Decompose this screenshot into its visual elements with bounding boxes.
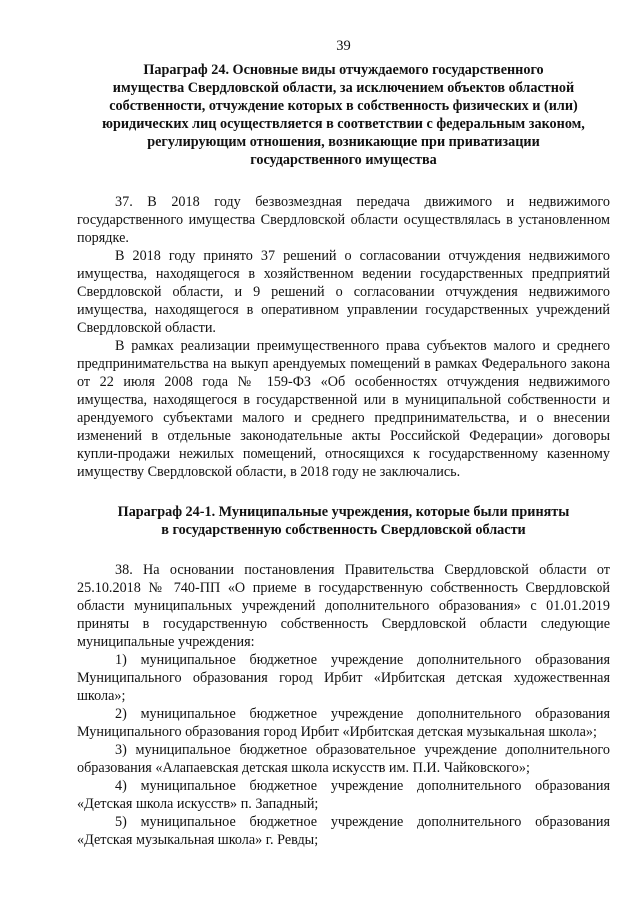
list-item-3: 3) муниципальное бюджетное образовательное учреждение дополнительного образования «Алапаевская детская школа искусств им. П.И. Чайковского»; <box>77 742 610 776</box>
list-item-4: 4) муниципальное бюджетное учреждение дополнительного образования «Детская школа искусств» п. Западный; <box>77 778 610 812</box>
document-page <box>77 37 610 849</box>
paragraph-decisions-2018: В 2018 году принято 37 решений о согласовании отчуждения недвижимого имущества, находящегося в хозяйственном ведении государственных предприятий Свердловской области, и 9 решений о согласовании отчуждения недвижимого имущества, находящегося в оперативном управлении государственных учреждений Свердловской области. <box>77 248 610 336</box>
list-item-5: 5) муниципальное бюджетное учреждение дополнительного образования «Детская музыкальная школа» г. Ревды; <box>77 814 610 848</box>
list-item-1: 1) муниципальное бюджетное учреждение дополнительного образования Муниципального образования город Ирбит «Ирбитская детская художественная школа»; <box>77 652 610 704</box>
section-24-title-line: собственности, отчуждение которых в собственность физических и (или) <box>109 98 578 114</box>
section-24-title-line: регулирующим отношения, возникающие при приватизации <box>147 134 540 150</box>
section-24-1-title-line: в государственную собственность Свердловской области <box>161 522 526 538</box>
paragraph-38: 38. На основании постановления Правительства Свердловской области от 25.10.2018 № 740-ПП «О приеме в государственную собственность Свердловской области муниципальных учреждений дополнительного образования» с 01.01.2019 приняты в государственную собственность Свердловской области следующие муниципальные учреждения: <box>77 562 610 650</box>
section-24-title <box>77 61 610 169</box>
section-24-title-line: государственного имущества <box>250 152 437 168</box>
section-24-1-title-line: Параграф 24-1. Муниципальные учреждения, которые были приняты <box>117 504 570 520</box>
paragraph-37: 37. В 2018 году безвозмездная передача движимого и недвижимого государственного имущества Свердловской области осуществлялась в установленном порядке. <box>77 194 610 246</box>
paragraph-preemptive-right: В рамках реализации преимущественного права субъектов малого и среднего предпринимательства на выкуп арендуемых помещений в рамках Федерального закона от 22 июля 2008 года № 159-ФЗ «Об особенностях отчуждения недвижимого имущества, находящегося в государственной или в муниципальной собственности и арендуемого субъектами малого и среднего предпринимательства, и о внесении изменений в отдельные законодательные акты Российской Федерации» договоры купли-продажи нежилых помещений, относящихся к государственному казенному имуществу Свердловской области, в 2018 году не заключались. <box>77 338 610 480</box>
section-24-1-title <box>77 503 610 539</box>
section-24-title-line: Параграф 24. Основные виды отчуждаемого государственного <box>143 62 544 78</box>
page-number: 39 <box>336 38 351 54</box>
section-24-title-line: имущества Свердловской области, за исключением объектов областной <box>112 80 575 96</box>
list-item-2: 2) муниципальное бюджетное учреждение дополнительного образования Муниципального образования город Ирбит «Ирбитская детская музыкальная школа»; <box>77 706 610 740</box>
section-24-title-line: юридических лиц осуществляется в соответствии с федеральным законом, <box>102 116 585 132</box>
